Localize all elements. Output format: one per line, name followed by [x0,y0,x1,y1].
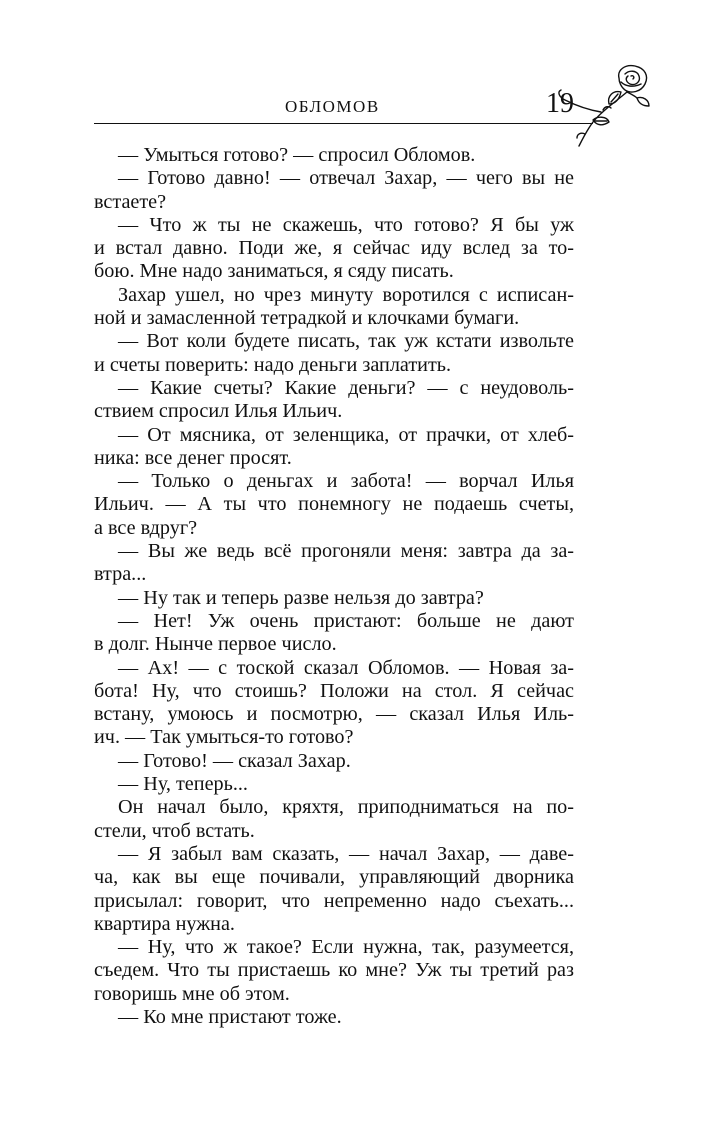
text-line: квартира нужна. [94,912,235,935]
text-line: — Готово давно! — отвечал Захар, — чего вы не [118,167,574,190]
text-line: съедем. Что ты пристаешь ко мне? Уж ты третий раз [94,959,574,982]
paragraph [94,936,574,1006]
text-line: Ильич. — А ты что понемногу не подаешь счеты, [94,493,574,516]
running-title: ОБЛОМОВ [285,97,380,116]
paragraph [94,657,574,750]
paragraph [94,587,574,610]
text-line: — Ах! — с тоской сказал Обломов. — Новая за- [118,656,574,679]
paragraph [94,377,574,424]
paragraph [94,144,574,167]
paragraph [94,214,574,284]
text-line: и счеты поверить: надо деньги заплатить. [94,353,452,376]
text-line: — От мясника, от зеленщика, от прачки, от хлеб- [118,423,574,446]
paragraph [94,330,574,377]
text-line: — Только о деньгах и забота! — ворчал Илья [118,470,574,493]
paragraph [94,424,574,471]
text-line: ствием спросил Илья Ильич. [94,400,343,423]
paragraph [94,167,574,214]
text-line: — Нет! Уж очень пристают: больше не дают [118,609,574,632]
text-line: ча, как вы еще почивали, управляющий дворника [94,866,574,889]
text-line: присылал: говорит, что непременно надо съехать... [94,889,574,912]
body-text [94,144,574,1029]
text-line: бою. Мне надо заниматься, я сяду писать. [94,260,454,283]
text-line: — Я забыл вам сказать, — начал Захар, — даве- [118,842,574,865]
text-line: — Готово! — сказал Захар. [118,749,351,772]
text-line: стели, чтоб встать. [94,819,255,842]
text-line: встану, умоюсь и посмотрю, — сказал Илья Иль- [94,703,574,726]
text-line: — Ко мне пристают тоже. [118,1005,342,1028]
paragraph [94,540,574,587]
rose-ornament-icon [555,60,655,150]
text-line: втра... [94,563,147,586]
paragraph [94,284,574,331]
paragraph [94,610,574,657]
text-line: — Что ж ты не скажешь, что готово? Я бы уж [118,213,574,236]
text-line: — Умыться готово? — спросил Обломов. [118,144,476,166]
text-line: — Ну, теперь... [118,773,248,796]
paragraph [94,750,574,773]
text-line: — Вот коли будете писать, так уж кстати извольте [118,330,574,353]
text-line: ич. — Так умыться-то готово? [94,726,354,749]
text-line: ника: все денег просят. [94,446,292,469]
text-line: — Ну, что ж такое? Если нужна, так, разумеется, [118,936,574,959]
text-line: — Ну так и теперь разве нельзя до завтра? [118,586,484,609]
header-rule [94,123,593,124]
paragraph [94,773,574,796]
paragraph [94,796,574,843]
text-line: и встал давно. Поди же, я сейчас иду вслед за то- [94,237,574,260]
text-line: — Вы же ведь всё прогоняли меня: завтра да за- [118,540,574,563]
paragraph [94,843,574,936]
paragraph [94,470,574,540]
text-line: Он начал было, кряхтя, приподниматься на по- [118,796,574,819]
paragraph [94,1006,574,1029]
text-line: — Какие счеты? Какие деньги? — с неудоволь- [118,376,574,399]
text-line: бота! Ну, что стоишь? Положи на стол. Я сейчас [94,679,574,702]
text-line: в долг. Нынче первое число. [94,633,337,656]
page-number: 19 [546,88,574,119]
text-line: а все вдруг? [94,516,198,539]
text-line: говоришь мне об этом. [94,982,290,1005]
text-line: ной и замасленной тетрадкой и клочками бумаги. [94,307,520,330]
text-line: Захар ушел, но чрез минуту воротился с исписан- [118,283,574,306]
text-line: встаете? [94,190,167,213]
